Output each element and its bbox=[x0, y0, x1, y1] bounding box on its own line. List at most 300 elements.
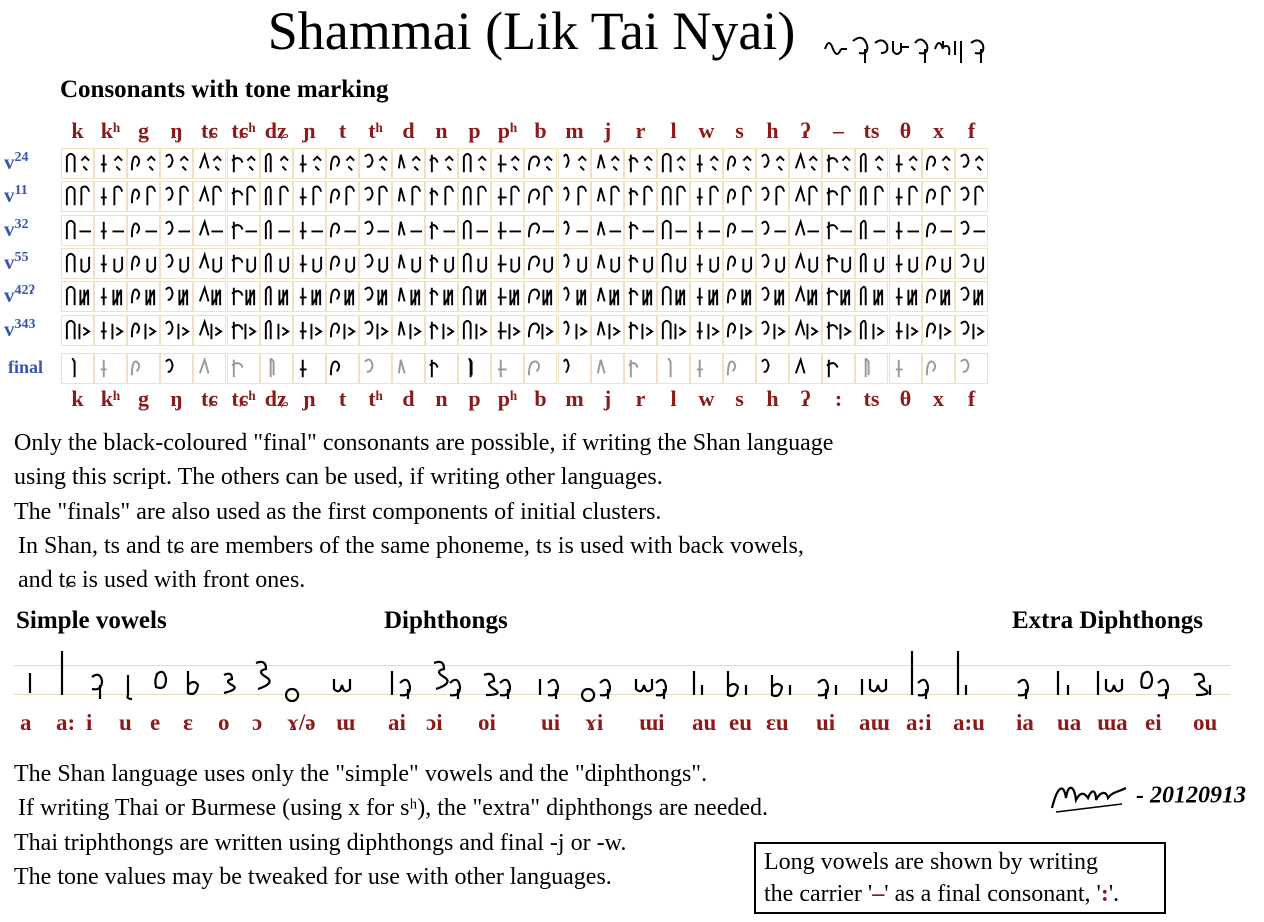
vowel-label: ɯi bbox=[639, 710, 665, 735]
tone-32-glyph-icon bbox=[61, 215, 94, 246]
consonant-label: t bbox=[338, 118, 347, 143]
final-glyph-grey-icon bbox=[491, 353, 524, 384]
consonant-label: g bbox=[138, 386, 149, 411]
consonant-tone-glyph bbox=[923, 249, 954, 278]
consonant-label: tɕʰ bbox=[231, 386, 256, 411]
consonant-tone-glyph bbox=[128, 182, 159, 211]
consonant-tone-glyph bbox=[625, 316, 656, 345]
tone-32-glyph-icon bbox=[558, 215, 591, 246]
vowel-glyph bbox=[484, 674, 510, 699]
consonant-label: s bbox=[735, 118, 744, 143]
tone-32-glyph-icon bbox=[756, 215, 789, 246]
tone-24-glyph-icon bbox=[491, 148, 524, 179]
vowel-label: o bbox=[218, 710, 230, 735]
tone-24-glyph-icon bbox=[127, 148, 160, 179]
tone-42-glyph-icon bbox=[326, 281, 359, 312]
consonant-tone-glyph bbox=[890, 216, 921, 245]
consonant-label: tʰ bbox=[368, 118, 383, 143]
tone-32-glyph-icon bbox=[591, 215, 624, 246]
consonant-label: r bbox=[635, 386, 646, 411]
consonant-label: ʔ bbox=[800, 386, 811, 411]
consonant-tone-glyph bbox=[161, 249, 192, 278]
vowel-glyph bbox=[1098, 671, 1122, 695]
consonant-tone-glyph bbox=[228, 249, 259, 278]
tone-55-glyph-icon bbox=[425, 248, 458, 279]
consonant-tone-glyph bbox=[625, 149, 656, 178]
tone-42-glyph-icon bbox=[359, 281, 392, 312]
tone-42-glyph-icon bbox=[756, 281, 789, 312]
vowel-label: ua bbox=[1057, 710, 1082, 735]
consonant-tone-glyph bbox=[360, 216, 391, 245]
consonant-label: p bbox=[468, 118, 481, 143]
consonant-tone-glyph bbox=[194, 249, 225, 278]
tone-42-glyph-icon bbox=[392, 281, 425, 312]
tone-55-glyph-icon bbox=[922, 248, 955, 279]
consonant-label: b bbox=[534, 118, 547, 143]
tone-11-glyph-icon bbox=[227, 181, 260, 212]
tone-32-glyph-icon bbox=[227, 215, 260, 246]
consonant-tone-glyph bbox=[459, 182, 490, 211]
tone-343-glyph-icon bbox=[359, 315, 392, 346]
tone-55-glyph-icon bbox=[160, 248, 193, 279]
consonant-label: ts bbox=[863, 386, 880, 411]
consonant-tone-glyph bbox=[724, 316, 755, 345]
tone-11-glyph-icon bbox=[491, 181, 524, 212]
tone-24-glyph-icon bbox=[425, 148, 458, 179]
tone-number: 24 bbox=[14, 150, 29, 165]
tone-343-glyph-icon bbox=[524, 315, 557, 346]
tone-letter: v bbox=[4, 150, 15, 174]
vowel-label: i bbox=[86, 710, 93, 735]
final-glyph-grey-icon bbox=[193, 353, 226, 384]
tone-24-glyph-icon bbox=[458, 148, 491, 179]
tone-55-glyph-icon bbox=[94, 248, 127, 279]
tone-11-glyph-icon bbox=[690, 181, 723, 212]
consonant-tone-glyph bbox=[426, 182, 457, 211]
final-glyph bbox=[823, 354, 854, 383]
tone-55-glyph-icon bbox=[855, 248, 888, 279]
tone-number: 11 bbox=[14, 183, 28, 199]
final-glyph-grey-icon bbox=[227, 353, 260, 384]
vowel-glyph bbox=[1141, 672, 1168, 699]
note-line-1: Long vowels are shown by writing bbox=[764, 849, 1098, 875]
tone-11-glyph-icon bbox=[359, 181, 392, 212]
consonant-tone-glyph bbox=[459, 282, 490, 311]
tone-42-glyph-icon bbox=[789, 281, 822, 312]
consonant-label: tɕ bbox=[200, 386, 219, 411]
tone-42-glyph-icon bbox=[558, 281, 591, 312]
tone-32-glyph-icon bbox=[955, 215, 988, 246]
tone-11-glyph-icon bbox=[756, 181, 789, 212]
consonant-tone-glyph bbox=[194, 182, 225, 211]
vowel-glyph bbox=[1194, 674, 1210, 695]
tone-24-glyph-icon bbox=[822, 148, 855, 179]
consonant-label: m bbox=[565, 386, 584, 411]
tone-55-glyph-icon bbox=[657, 248, 690, 279]
consonant-label: θ bbox=[899, 386, 912, 411]
consonant-tone-glyph bbox=[856, 149, 887, 178]
tone-55-glyph-icon bbox=[889, 248, 922, 279]
vowel-glyph bbox=[728, 671, 746, 696]
final-glyph-grey-icon bbox=[127, 353, 160, 384]
tone-32-glyph-icon bbox=[491, 215, 524, 246]
consonant-tone-glyph bbox=[294, 216, 325, 245]
tone-32-glyph-icon bbox=[160, 215, 193, 246]
vowel-glyph bbox=[92, 675, 102, 699]
consonant-tone-glyph bbox=[95, 182, 126, 211]
consonant-tone-glyph bbox=[128, 216, 159, 245]
final-glyph bbox=[790, 354, 821, 383]
tone-42-glyph-icon bbox=[889, 281, 922, 312]
consonant-tone-glyph bbox=[592, 149, 623, 178]
consonant-tone-glyph bbox=[228, 316, 259, 345]
tone-32-glyph-icon bbox=[524, 215, 557, 246]
consonant-tone-glyph bbox=[890, 316, 921, 345]
tone-55-glyph-icon bbox=[789, 248, 822, 279]
tone-11-glyph-icon bbox=[425, 181, 458, 212]
vowel-glyph bbox=[772, 675, 790, 696]
note-prefix: the carrier ' bbox=[764, 881, 873, 907]
tone-343-glyph-icon bbox=[61, 315, 94, 346]
consonant-tone-glyph bbox=[956, 316, 987, 345]
final-glyph bbox=[625, 354, 656, 383]
consonant-label: n bbox=[435, 386, 448, 411]
tone-11-glyph-icon bbox=[889, 181, 922, 212]
consonant-tone-glyph bbox=[592, 316, 623, 345]
consonant-tone-glyph bbox=[360, 282, 391, 311]
vowel-label: ui bbox=[541, 710, 561, 735]
tone-11-glyph-icon bbox=[524, 181, 557, 212]
consonant-tone-glyph bbox=[62, 316, 93, 345]
tone-11-glyph-icon bbox=[922, 181, 955, 212]
tone-55-glyph-icon bbox=[61, 248, 94, 279]
consonant-label: x bbox=[933, 118, 944, 143]
tone-42-glyph-icon bbox=[591, 281, 624, 312]
vowel-label: a:i bbox=[906, 710, 932, 735]
consonant-label: ts bbox=[863, 118, 880, 143]
vowel-label: ei bbox=[1145, 710, 1162, 735]
tone-24-glyph-icon bbox=[756, 148, 789, 179]
consonant-tone-glyph bbox=[625, 249, 656, 278]
consonant-tone-glyph bbox=[559, 182, 590, 211]
consonant-tone-glyph bbox=[228, 216, 259, 245]
final-glyph bbox=[459, 354, 490, 383]
consonant-label: j bbox=[603, 386, 612, 411]
tone-11-glyph-icon bbox=[61, 181, 94, 212]
tone-24-glyph-icon bbox=[293, 148, 326, 179]
consonant-tone-glyph bbox=[426, 316, 457, 345]
tone-42-glyph-icon bbox=[293, 281, 326, 312]
consonant-label: pʰ bbox=[497, 118, 518, 143]
tone-32-glyph-icon bbox=[326, 215, 359, 246]
consonant-tone-glyph bbox=[426, 249, 457, 278]
tone-24-glyph-icon bbox=[591, 148, 624, 179]
consonant-tone-glyph bbox=[62, 149, 93, 178]
final-glyph-black-icon bbox=[756, 353, 789, 384]
tone-42-glyph-icon bbox=[94, 281, 127, 312]
tone-label bbox=[4, 183, 28, 208]
consonant-tone-glyph bbox=[261, 182, 292, 211]
consonant-tone-glyph bbox=[724, 216, 755, 245]
consonant-label: t bbox=[338, 386, 347, 411]
consonant-tone-glyph bbox=[592, 182, 623, 211]
consonant-tone-glyph bbox=[194, 149, 225, 178]
tone-24-glyph-icon bbox=[193, 148, 226, 179]
tone-24-glyph-icon bbox=[392, 148, 425, 179]
tone-42-glyph-icon bbox=[524, 281, 557, 312]
final-glyph bbox=[360, 354, 391, 383]
consonant-tone-glyph bbox=[559, 249, 590, 278]
final-glyph bbox=[62, 354, 93, 383]
tone-11-glyph-icon bbox=[94, 181, 127, 212]
consonant-tone-glyph bbox=[294, 316, 325, 345]
consonant-label: h bbox=[766, 118, 779, 143]
consonant-tone-glyph bbox=[691, 182, 722, 211]
final-glyph-grey-icon bbox=[624, 353, 657, 384]
consonant-label: l bbox=[670, 386, 677, 411]
consonant-tone-glyph bbox=[393, 249, 424, 278]
consonant-tone-glyph bbox=[261, 282, 292, 311]
final-glyph bbox=[95, 354, 126, 383]
final-glyph bbox=[525, 354, 556, 383]
tone-24-glyph-icon bbox=[690, 148, 723, 179]
tone-343-glyph-icon bbox=[260, 315, 293, 346]
consonant-tone-glyph bbox=[856, 282, 887, 311]
consonant-tone-glyph bbox=[194, 282, 225, 311]
consonant-label: k bbox=[71, 118, 84, 143]
consonant-tone-glyph bbox=[95, 216, 126, 245]
tone-32-glyph-icon bbox=[789, 215, 822, 246]
tone-32-glyph-icon bbox=[293, 215, 326, 246]
consonant-label: d bbox=[402, 118, 415, 143]
tone-32-glyph-icon bbox=[889, 215, 922, 246]
consonant-label: j bbox=[603, 118, 612, 143]
consonant-tone-glyph bbox=[790, 149, 821, 178]
final-glyph bbox=[393, 354, 424, 383]
vowel-glyph bbox=[128, 675, 133, 699]
consonant-tone-glyph bbox=[95, 149, 126, 178]
vowel-label: ia bbox=[1016, 710, 1034, 735]
vowel-label: ɯa bbox=[1097, 710, 1128, 735]
consonant-label: dʑ bbox=[264, 386, 289, 411]
tone-11-glyph-icon bbox=[127, 181, 160, 212]
tone-42-glyph-icon bbox=[425, 281, 458, 312]
final-glyph-grey-icon bbox=[657, 353, 690, 384]
consonant-label: : bbox=[834, 386, 843, 411]
consonant-label: tɕʰ bbox=[231, 118, 256, 143]
tone-label bbox=[4, 283, 35, 308]
consonant-tone-glyph bbox=[261, 316, 292, 345]
consonant-tone-glyph bbox=[724, 249, 755, 278]
consonant-tone-glyph bbox=[294, 149, 325, 178]
consonant-tone-glyph bbox=[691, 216, 722, 245]
consonant-tone-glyph bbox=[492, 149, 523, 178]
tone-label bbox=[4, 150, 29, 175]
tone-343-glyph-icon bbox=[491, 315, 524, 346]
consonant-tone-glyph bbox=[525, 249, 556, 278]
consonant-tone-glyph bbox=[327, 149, 358, 178]
shan-script-title-glyphs-icon bbox=[821, 19, 996, 71]
final-glyph-grey-icon bbox=[392, 353, 425, 384]
final-glyph-grey-icon bbox=[359, 353, 392, 384]
final-glyph-grey-icon bbox=[690, 353, 723, 384]
consonant-label: ɲ bbox=[303, 118, 316, 143]
vowel-glyph bbox=[694, 671, 702, 695]
consonant-tone-glyph bbox=[956, 149, 987, 178]
consonant-tone-glyph bbox=[62, 216, 93, 245]
tone-55-glyph-icon bbox=[227, 248, 260, 279]
vowel-label: ɛ bbox=[183, 710, 193, 735]
tone-343-glyph-icon bbox=[458, 315, 491, 346]
consonant-tone-glyph bbox=[757, 216, 788, 245]
consonant-label: – bbox=[833, 118, 844, 143]
tone-24-glyph-icon bbox=[789, 148, 822, 179]
consonant-tone-glyph bbox=[625, 282, 656, 311]
final-glyph-grey-icon bbox=[260, 353, 293, 384]
consonant-label: kʰ bbox=[100, 386, 121, 411]
tone-number: 42ʔ bbox=[14, 283, 35, 299]
tone-42-glyph-icon bbox=[855, 281, 888, 312]
tone-letter: v bbox=[4, 216, 15, 241]
consonant-label: ŋ bbox=[170, 386, 183, 411]
consonant-tone-glyph bbox=[823, 216, 854, 245]
consonant-tone-glyph bbox=[658, 182, 689, 211]
final-glyph bbox=[691, 354, 722, 383]
vowel-glyph bbox=[958, 651, 966, 695]
consonant-tone-glyph bbox=[194, 316, 225, 345]
tone-343-glyph-icon bbox=[889, 315, 922, 346]
consonant-tone-glyph bbox=[757, 149, 788, 178]
final-glyph-black-icon bbox=[160, 353, 193, 384]
tone-32-glyph-icon bbox=[723, 215, 756, 246]
tone-11-glyph-icon bbox=[657, 181, 690, 212]
tone-343-glyph-icon bbox=[94, 315, 127, 346]
note-line: and tɕ is used with front ones. bbox=[18, 567, 306, 594]
tone-11-glyph-icon bbox=[260, 181, 293, 212]
consonant-tone-glyph bbox=[525, 216, 556, 245]
vowel-glyph bbox=[256, 662, 270, 689]
tone-343-glyph-icon bbox=[326, 315, 359, 346]
consonant-tone-glyph bbox=[923, 149, 954, 178]
tone-letter: v bbox=[4, 283, 15, 308]
tone-343-glyph-icon bbox=[690, 315, 723, 346]
consonant-label: n bbox=[435, 118, 448, 143]
tone-letter: v bbox=[4, 316, 15, 341]
vowel-label: e bbox=[150, 710, 161, 735]
tone-42-glyph-icon bbox=[723, 281, 756, 312]
tone-343-glyph-icon bbox=[193, 315, 226, 346]
final-glyph bbox=[592, 354, 623, 383]
consonant-tone-glyph bbox=[360, 316, 391, 345]
consonant-tone-glyph bbox=[492, 216, 523, 245]
consonant-tone-glyph bbox=[161, 216, 192, 245]
consonant-label: f bbox=[967, 118, 976, 143]
consonant-tone-glyph bbox=[327, 249, 358, 278]
vowel-glyph bbox=[582, 680, 610, 701]
consonant-label: ʔ bbox=[800, 118, 811, 143]
consonant-tone-glyph bbox=[956, 216, 987, 245]
tone-32-glyph-icon bbox=[822, 215, 855, 246]
consonant-tone-glyph bbox=[691, 316, 722, 345]
consonant-label: w bbox=[698, 386, 715, 411]
final-glyph bbox=[161, 354, 192, 383]
tone-343-glyph-icon bbox=[657, 315, 690, 346]
tone-343-glyph-icon bbox=[789, 315, 822, 346]
tone-32-glyph-icon bbox=[855, 215, 888, 246]
tone-24-glyph-icon bbox=[227, 148, 260, 179]
diphthongs-heading: Diphthongs bbox=[384, 607, 508, 634]
consonant-tone-glyph bbox=[856, 316, 887, 345]
tone-11-glyph-icon bbox=[855, 181, 888, 212]
final-glyph bbox=[492, 354, 523, 383]
note-line: Only the black-coloured "final" consonants are possible, if writing the Shan language bbox=[14, 430, 834, 456]
signature-date: - 20120913 bbox=[1136, 782, 1246, 809]
tone-number: 55 bbox=[14, 249, 29, 265]
consonant-label: pʰ bbox=[497, 386, 518, 411]
consonant-tone-glyph bbox=[625, 216, 656, 245]
consonant-tone-glyph bbox=[492, 182, 523, 211]
vowel-label: ɤ/ə bbox=[287, 710, 316, 735]
consonant-tone-glyph bbox=[161, 149, 192, 178]
consonant-tone-glyph bbox=[691, 249, 722, 278]
consonant-tone-glyph bbox=[592, 282, 623, 311]
consonant-tone-glyph bbox=[128, 316, 159, 345]
tone-32-glyph-icon bbox=[425, 215, 458, 246]
consonant-tone-glyph bbox=[790, 316, 821, 345]
consonant-tone-glyph bbox=[426, 216, 457, 245]
tone-11-glyph-icon bbox=[160, 181, 193, 212]
consonant-label: h bbox=[766, 386, 779, 411]
tone-55-glyph-icon bbox=[326, 248, 359, 279]
tone-55-glyph-icon bbox=[193, 248, 226, 279]
consonant-tone-glyph bbox=[691, 282, 722, 311]
tone-42-glyph-icon bbox=[822, 281, 855, 312]
tone-55-glyph-icon bbox=[690, 248, 723, 279]
tone-343-glyph-icon bbox=[855, 315, 888, 346]
consonant-tone-glyph bbox=[360, 249, 391, 278]
handwritten-signature-icon bbox=[1050, 778, 1130, 816]
vowel-label: ui bbox=[816, 710, 836, 735]
final-glyph bbox=[426, 354, 457, 383]
tone-24-glyph-icon bbox=[94, 148, 127, 179]
title-text: Shammai (Lik Tai Nyai) bbox=[267, 1, 796, 61]
consonant-label: x bbox=[933, 386, 944, 411]
consonant-tone-glyph bbox=[856, 249, 887, 278]
final-glyph-black-icon bbox=[789, 353, 822, 384]
consonants-heading: Consonants with tone marking bbox=[60, 76, 389, 103]
note-suffix: '. bbox=[1108, 881, 1120, 907]
consonant-tone-glyph bbox=[393, 149, 424, 178]
consonant-label: tʰ bbox=[368, 386, 383, 411]
final-glyph bbox=[923, 354, 954, 383]
tone-11-glyph-icon bbox=[591, 181, 624, 212]
consonant-tone-glyph bbox=[890, 249, 921, 278]
tone-24-glyph-icon bbox=[955, 148, 988, 179]
consonant-label: r bbox=[635, 118, 646, 143]
tone-24-glyph-icon bbox=[889, 148, 922, 179]
consonant-tone-glyph bbox=[890, 282, 921, 311]
consonant-tone-glyph bbox=[228, 182, 259, 211]
tone-42-glyph-icon bbox=[657, 281, 690, 312]
consonant-tone-glyph bbox=[625, 182, 656, 211]
tone-11-glyph-icon bbox=[955, 181, 988, 212]
consonant-tone-glyph bbox=[161, 182, 192, 211]
tone-32-glyph-icon bbox=[624, 215, 657, 246]
tone-55-glyph-icon bbox=[491, 248, 524, 279]
note-line: In Shan, ts and tɕ are members of the same phoneme, ts is used with back vowels, bbox=[18, 532, 804, 559]
vowel-label: eu bbox=[729, 710, 752, 735]
consonant-label: p bbox=[468, 386, 481, 411]
